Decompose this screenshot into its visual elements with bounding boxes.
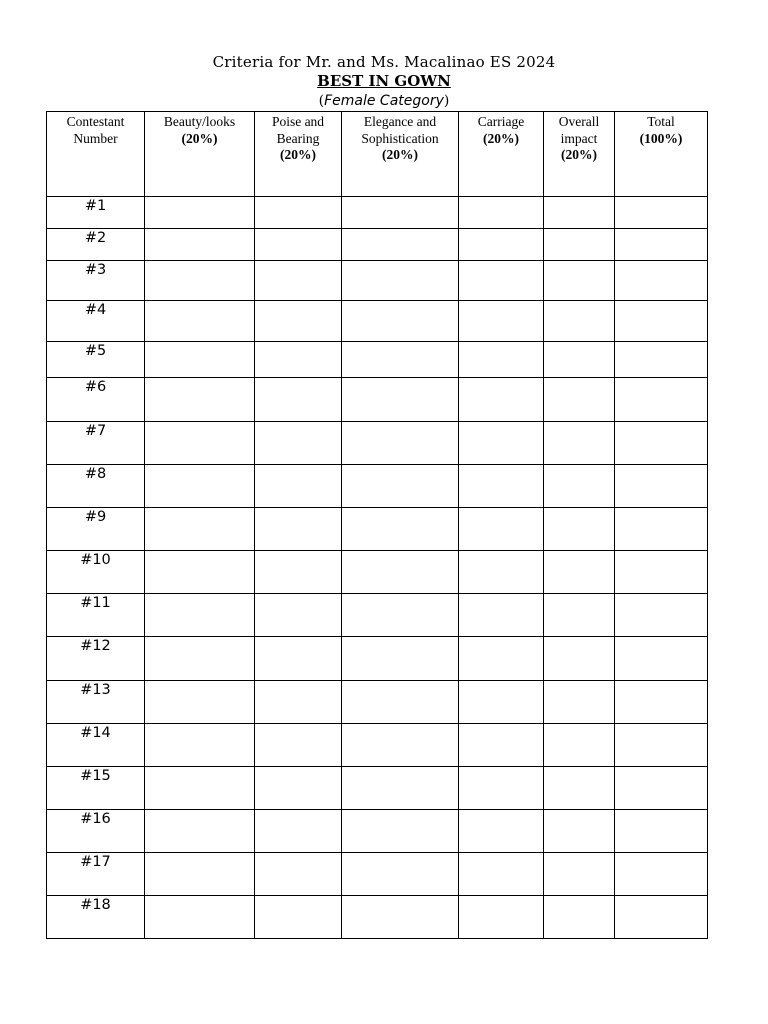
poise-bearing-score-cell[interactable] — [255, 197, 342, 229]
carriage-score-cell[interactable] — [459, 767, 544, 810]
beauty-looks-score-cell[interactable] — [145, 637, 255, 681]
overall-impact-score-cell[interactable] — [544, 724, 615, 767]
header-label: Contestant Number — [66, 114, 125, 146]
poise-bearing-score-cell[interactable] — [255, 229, 342, 261]
beauty-looks-score-cell[interactable] — [145, 551, 255, 594]
total-score-cell[interactable] — [615, 261, 708, 301]
contestant-number-cell: #6 — [47, 378, 145, 422]
carriage-score-cell[interactable] — [459, 853, 544, 896]
document-subtitle: BEST IN GOWN — [317, 72, 451, 90]
total-score-cell[interactable] — [615, 301, 708, 342]
table-row — [47, 342, 708, 378]
beauty-looks-score-cell[interactable] — [145, 197, 255, 229]
header-elegance-sophistication — [342, 112, 459, 197]
total-score-cell[interactable] — [615, 896, 708, 939]
table-row — [47, 301, 708, 342]
carriage-score-cell[interactable] — [459, 378, 544, 422]
elegance-sophistication-score-cell[interactable] — [342, 378, 459, 422]
elegance-sophistication-score-cell[interactable] — [342, 342, 459, 378]
poise-bearing-score-cell[interactable] — [255, 301, 342, 342]
header-label: Carriage — [477, 114, 525, 129]
table-row — [47, 637, 708, 681]
carriage-score-cell[interactable] — [459, 342, 544, 378]
poise-bearing-score-cell[interactable] — [255, 767, 342, 810]
carriage-score-cell[interactable] — [459, 197, 544, 229]
beauty-looks-score-cell[interactable] — [145, 681, 255, 724]
contestant-number-cell: #18 — [47, 896, 145, 939]
beauty-looks-score-cell[interactable] — [145, 378, 255, 422]
total-score-cell[interactable] — [615, 342, 708, 378]
total-score-cell[interactable] — [615, 681, 708, 724]
overall-impact-score-cell[interactable] — [544, 810, 615, 853]
overall-impact-score-cell[interactable] — [544, 508, 615, 551]
carriage-score-cell[interactable] — [459, 594, 544, 637]
total-score-cell[interactable] — [615, 767, 708, 810]
carriage-score-cell[interactable] — [459, 229, 544, 261]
carriage-score-cell[interactable] — [459, 896, 544, 939]
header-percent: (20%) — [483, 130, 519, 146]
poise-bearing-score-cell[interactable] — [255, 681, 342, 724]
header-total — [615, 112, 708, 197]
category-open-paren: ( — [318, 93, 325, 109]
contestant-number-cell: #7 — [47, 422, 145, 465]
overall-impact-score-cell[interactable] — [544, 197, 615, 229]
beauty-looks-score-cell[interactable] — [145, 261, 255, 301]
beauty-looks-score-cell[interactable] — [145, 342, 255, 378]
elegance-sophistication-score-cell[interactable] — [342, 853, 459, 896]
poise-bearing-score-cell[interactable] — [255, 551, 342, 594]
table-row — [47, 767, 708, 810]
category-text: Female Category — [324, 93, 444, 109]
table-row — [47, 261, 708, 301]
contestant-number-cell: #8 — [47, 465, 145, 508]
carriage-score-cell[interactable] — [459, 681, 544, 724]
contestant-number-cell: #1 — [47, 197, 145, 229]
contestant-number-cell: #16 — [47, 810, 145, 853]
overall-impact-score-cell[interactable] — [544, 465, 615, 508]
overall-impact-score-cell[interactable] — [544, 301, 615, 342]
overall-impact-score-cell[interactable] — [544, 896, 615, 939]
elegance-sophistication-score-cell[interactable] — [342, 301, 459, 342]
table-row — [47, 378, 708, 422]
contestant-number-cell: #17 — [47, 853, 145, 896]
elegance-sophistication-score-cell[interactable] — [342, 508, 459, 551]
beauty-looks-score-cell[interactable] — [145, 301, 255, 342]
elegance-sophistication-score-cell[interactable] — [342, 767, 459, 810]
overall-impact-score-cell[interactable] — [544, 422, 615, 465]
header-percent: (20%) — [382, 147, 418, 162]
poise-bearing-score-cell[interactable] — [255, 594, 342, 637]
contestant-number-cell: #15 — [47, 767, 145, 810]
total-score-cell[interactable] — [615, 637, 708, 681]
carriage-score-cell[interactable] — [459, 637, 544, 681]
overall-impact-score-cell[interactable] — [544, 853, 615, 896]
elegance-sophistication-score-cell[interactable] — [342, 197, 459, 229]
elegance-sophistication-score-cell[interactable] — [342, 896, 459, 939]
header-poise-bearing — [255, 112, 342, 197]
category-close-paren: ) — [443, 93, 450, 109]
elegance-sophistication-score-cell[interactable] — [342, 465, 459, 508]
poise-bearing-score-cell[interactable] — [255, 724, 342, 767]
beauty-looks-score-cell[interactable] — [145, 724, 255, 767]
table-row — [47, 508, 708, 551]
category-label — [0, 92, 768, 111]
beauty-looks-score-cell[interactable] — [145, 767, 255, 810]
contestant-number-cell: #5 — [47, 342, 145, 378]
contestant-number-cell: #2 — [47, 229, 145, 261]
score-table-body — [47, 197, 708, 939]
elegance-sophistication-score-cell[interactable] — [342, 229, 459, 261]
carriage-score-cell[interactable] — [459, 301, 544, 342]
contestant-number-cell: #3 — [47, 261, 145, 301]
elegance-sophistication-score-cell[interactable] — [342, 261, 459, 301]
beauty-looks-score-cell[interactable] — [145, 422, 255, 465]
table-row — [47, 197, 708, 229]
poise-bearing-score-cell[interactable] — [255, 261, 342, 301]
header-row — [47, 112, 708, 197]
table-row — [47, 810, 708, 853]
poise-bearing-score-cell[interactable] — [255, 508, 342, 551]
overall-impact-score-cell[interactable] — [544, 342, 615, 378]
table-row — [47, 681, 708, 724]
header-percent: (20%) — [280, 147, 316, 162]
header-percent: (100%) — [639, 130, 683, 146]
header-label: Elegance and Sophistication — [361, 114, 439, 146]
header-label: Total — [647, 114, 675, 129]
total-score-cell[interactable] — [615, 378, 708, 422]
header-beauty-looks — [145, 112, 255, 197]
poise-bearing-score-cell[interactable] — [255, 896, 342, 939]
overall-impact-score-cell[interactable] — [544, 767, 615, 810]
beauty-looks-score-cell[interactable] — [145, 508, 255, 551]
overall-impact-score-cell[interactable] — [544, 594, 615, 637]
overall-impact-score-cell[interactable] — [544, 378, 615, 422]
carriage-score-cell[interactable] — [459, 551, 544, 594]
header-overall-impact — [544, 112, 615, 197]
poise-bearing-score-cell[interactable] — [255, 465, 342, 508]
beauty-looks-score-cell[interactable] — [145, 810, 255, 853]
beauty-looks-score-cell[interactable] — [145, 853, 255, 896]
total-score-cell[interactable] — [615, 853, 708, 896]
overall-impact-score-cell[interactable] — [544, 681, 615, 724]
table-row — [47, 724, 708, 767]
table-row — [47, 422, 708, 465]
overall-impact-score-cell[interactable] — [544, 637, 615, 681]
header-contestant-number — [47, 112, 145, 197]
beauty-looks-score-cell[interactable] — [145, 896, 255, 939]
elegance-sophistication-score-cell[interactable] — [342, 810, 459, 853]
total-score-cell[interactable] — [615, 810, 708, 853]
carriage-score-cell[interactable] — [459, 508, 544, 551]
table-row — [47, 896, 708, 939]
score-table — [46, 111, 708, 939]
contestant-number-cell: #4 — [47, 301, 145, 342]
poise-bearing-score-cell[interactable] — [255, 637, 342, 681]
beauty-looks-score-cell[interactable] — [145, 229, 255, 261]
contestant-number-cell: #14 — [47, 724, 145, 767]
poise-bearing-score-cell[interactable] — [255, 378, 342, 422]
contestant-number-cell: #13 — [47, 681, 145, 724]
header-percent: (20%) — [561, 147, 597, 162]
total-score-cell[interactable] — [615, 551, 708, 594]
total-score-cell[interactable] — [615, 229, 708, 261]
poise-bearing-score-cell[interactable] — [255, 853, 342, 896]
total-score-cell[interactable] — [615, 422, 708, 465]
document-title: Criteria for Mr. and Ms. Macalinao ES 2024 — [212, 53, 556, 71]
total-score-cell[interactable] — [615, 508, 708, 551]
header-label: Overall impact — [558, 114, 600, 146]
header-label: Beauty/looks — [163, 114, 236, 129]
carriage-score-cell[interactable] — [459, 422, 544, 465]
header-label: Poise and Bearing — [271, 114, 325, 146]
overall-impact-score-cell[interactable] — [544, 261, 615, 301]
header-carriage — [459, 112, 544, 197]
contestant-number-cell: #12 — [47, 637, 145, 681]
poise-bearing-score-cell[interactable] — [255, 342, 342, 378]
elegance-sophistication-score-cell[interactable] — [342, 724, 459, 767]
table-row — [47, 551, 708, 594]
poise-bearing-score-cell[interactable] — [255, 810, 342, 853]
carriage-score-cell[interactable] — [459, 261, 544, 301]
table-row — [47, 594, 708, 637]
table-row — [47, 229, 708, 261]
beauty-looks-score-cell[interactable] — [145, 594, 255, 637]
header-percent: (20%) — [181, 130, 218, 146]
contestant-number-cell: #10 — [47, 551, 145, 594]
elegance-sophistication-score-cell[interactable] — [342, 681, 459, 724]
carriage-score-cell[interactable] — [459, 724, 544, 767]
poise-bearing-score-cell[interactable] — [255, 422, 342, 465]
elegance-sophistication-score-cell[interactable] — [342, 637, 459, 681]
elegance-sophistication-score-cell[interactable] — [342, 551, 459, 594]
carriage-score-cell[interactable] — [459, 810, 544, 853]
beauty-looks-score-cell[interactable] — [145, 465, 255, 508]
overall-impact-score-cell[interactable] — [544, 229, 615, 261]
elegance-sophistication-score-cell[interactable] — [342, 594, 459, 637]
total-score-cell[interactable] — [615, 724, 708, 767]
total-score-cell[interactable] — [615, 197, 708, 229]
contestant-number-cell: #11 — [47, 594, 145, 637]
total-score-cell[interactable] — [615, 465, 708, 508]
contestant-number-cell: #9 — [47, 508, 145, 551]
table-row — [47, 465, 708, 508]
table-row — [47, 853, 708, 896]
carriage-score-cell[interactable] — [459, 465, 544, 508]
total-score-cell[interactable] — [615, 594, 708, 637]
overall-impact-score-cell[interactable] — [544, 551, 615, 594]
elegance-sophistication-score-cell[interactable] — [342, 422, 459, 465]
